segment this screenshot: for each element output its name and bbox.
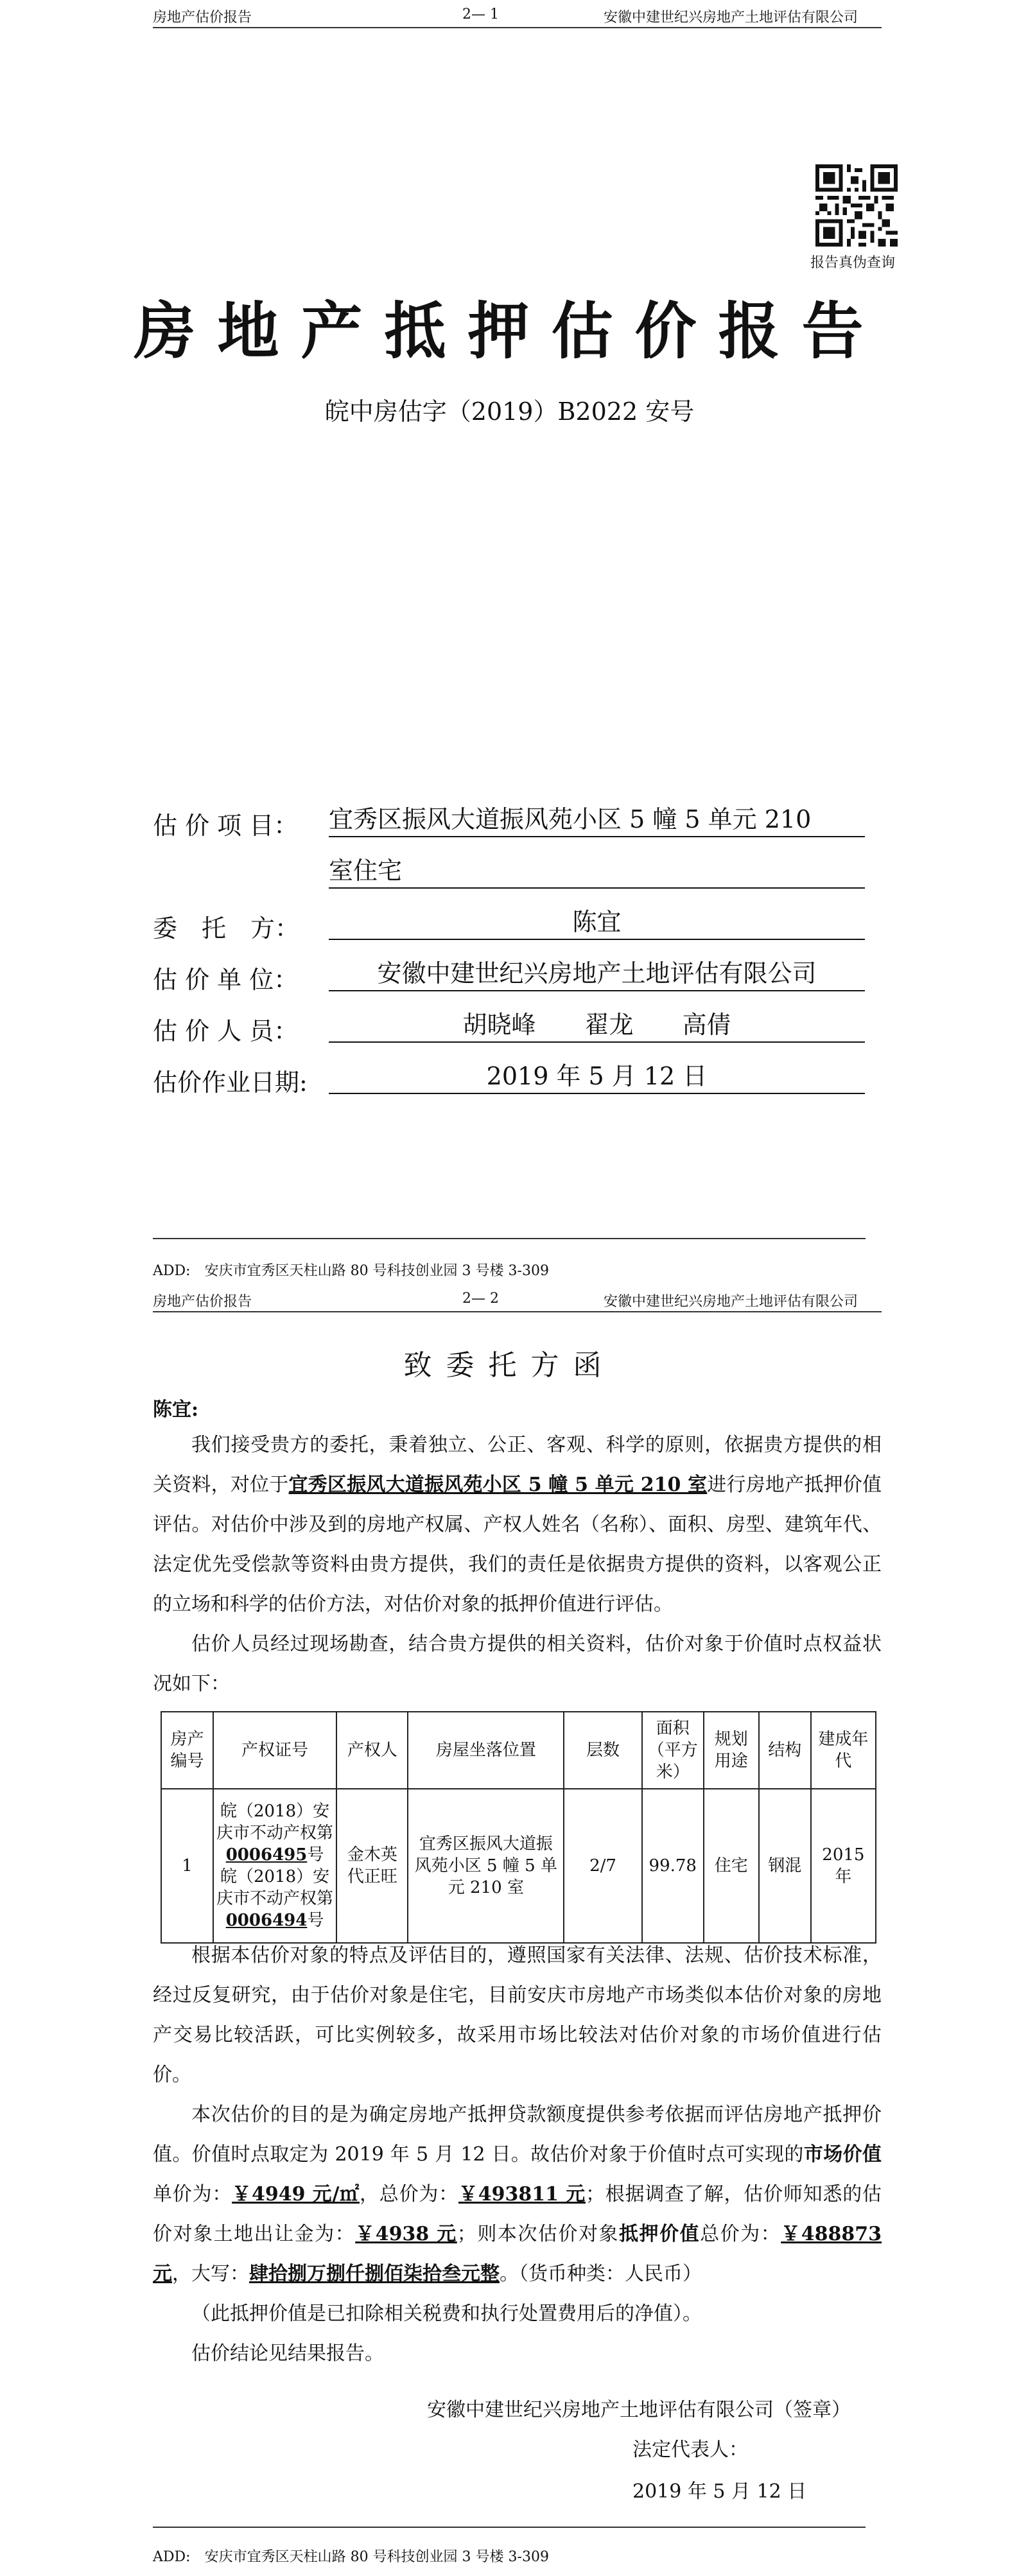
cell-no: 1 bbox=[161, 1789, 213, 1943]
table-row bbox=[161, 1789, 876, 1943]
page1-header-left: 房地产估价报告 bbox=[153, 10, 252, 26]
project-label: 估 价 项 目： bbox=[153, 812, 299, 840]
cell-location: 宜秀区振风大道振风苑小区 5 幢 5 单元 210 室 bbox=[408, 1789, 564, 1943]
page2-footer-rule bbox=[153, 2527, 866, 2528]
signature-company: 安徽中建世纪兴房地产土地评估有限公司（签章） bbox=[427, 2399, 851, 2421]
mortgage-value-uppercase: 肆拾捌万捌仟捌佰柒拾叁元整 bbox=[249, 2263, 500, 2285]
page2-header-page: 2— 2 bbox=[462, 1291, 499, 1307]
qr-code-icon[interactable] bbox=[815, 164, 898, 247]
col-property-no: 房产编号 bbox=[161, 1712, 213, 1789]
work-date-label: 估价作业日期: bbox=[153, 1068, 308, 1097]
paragraph-valuation: 本次估价的目的是为确定房地产抵押贷款额度提供参考依据而评估房地产抵押价值。价值时点取定为 2019 年 5 月 12 日。故估价对象于价值时点可实现的市场价值单价为：￥4949 元/㎡，总价为：￥493811 元；根据调查了解，估价师知悉的估价对象土地出让金为：￥4938 元；则本次估价对象抵押价值总价为：￥488873 元，大写：肆拾捌万捌仟捌佰柒拾叁元整。（货币种类：人民币） bbox=[153, 2103, 882, 2285]
letter-body-bottom bbox=[153, 1936, 882, 2374]
paragraph-conclusion: 估价结论见结果报告。 bbox=[191, 2342, 384, 2365]
col-floors: 层数 bbox=[564, 1712, 641, 1789]
land-grant-fee: ￥4938 元 bbox=[355, 2223, 457, 2245]
cell-owner: 金木英代正旺 bbox=[336, 1789, 408, 1943]
appraisers-label: 估 价 人 员： bbox=[153, 1017, 299, 1045]
paragraph-commission: 我们接受贵方的委托，秉着独立、公正、客观、科学的原则，依据贵方提供的相关资料，对位于宜秀区振风大道振风苑小区 5 幢 5 单元 210 室进行房地产抵押价值评估。对估价中涉及到的房地产权属、产权人姓名（名称）、面积、房型、建筑年代、法定优先受偿款等资料由贵方提供，我们的责任是依据贵方提供的资料，以客观公正的立场和科学的估价方法，对估价对象的抵押价值进行评估。 bbox=[153, 1434, 882, 1615]
paragraph-method: 根据本估价对象的特点及评估目的，遵照国家有关法律、法规、估价技术标准，经过反复研究，由于估价对象是住宅，目前安庆市房地产市场类似本估价对象的房地产交易比较活跃，可比实例较多，故采用市场比较法对估价对象的市场价值进行估价。 bbox=[153, 1944, 882, 2086]
signature-representative: 法定代表人： bbox=[632, 2439, 748, 2461]
page1-header-page: 2— 1 bbox=[462, 6, 499, 22]
page1-header-right: 安徽中建世纪兴房地产土地评估有限公司 bbox=[604, 10, 858, 26]
cell-floors: 2/7 bbox=[564, 1789, 641, 1943]
col-owner: 产权人 bbox=[336, 1712, 408, 1789]
appraisal-unit-value: 安徽中建世纪兴房地产土地评估有限公司 bbox=[329, 957, 865, 991]
unit-price: ￥4949 元/㎡ bbox=[232, 2183, 360, 2206]
col-location: 房屋坐落位置 bbox=[408, 1712, 564, 1789]
client-label: 委 托 方： bbox=[153, 914, 300, 943]
appraisal-unit-label: 估 价 单 位： bbox=[153, 966, 299, 994]
project-value-line1: 宜秀区振风大道振风苑小区 5 幢 5 单元 210 bbox=[329, 803, 865, 837]
page2-address: ADD: 安庆市宜秀区天柱山路 80 号科技创业园 3 号楼 3-309 bbox=[153, 2549, 549, 2565]
report-number: 皖中房估字（2019）B2022 安号 bbox=[324, 397, 695, 426]
col-structure: 结构 bbox=[759, 1712, 811, 1789]
report-title: 房地产抵押估价报告 bbox=[134, 295, 885, 367]
page2-header-rule bbox=[153, 1311, 882, 1312]
page2-header-left: 房地产估价报告 bbox=[153, 1294, 252, 1310]
appraisers-value: 胡晓峰 翟龙 高倩 bbox=[329, 1008, 865, 1043]
property-address: 宜秀区振风大道振风苑小区 5 幢 5 单元 210 室 bbox=[288, 1474, 708, 1496]
cell-year: 2015 年 bbox=[811, 1789, 876, 1943]
cell-area: 99.78 bbox=[642, 1789, 704, 1943]
page1-address: ADD: 安庆市宜秀区天柱山路 80 号科技创业园 3 号楼 3-309 bbox=[153, 1263, 549, 1279]
cell-use: 住宅 bbox=[704, 1789, 759, 1943]
project-value-line2: 室住宅 bbox=[329, 854, 865, 889]
cell-cert: 皖（2018）安庆市不动产权第0006495号 皖（2018）安庆市不动产权第0006494号 bbox=[213, 1789, 336, 1943]
paragraph-net-note: （此抵押价值是已扣除相关税费和执行处置费用后的净值）。 bbox=[191, 2302, 702, 2325]
letter-title: 致委托方函 bbox=[403, 1349, 616, 1382]
col-cert-no: 产权证号 bbox=[213, 1712, 336, 1789]
letter-salutation: 陈宜: bbox=[153, 1398, 199, 1421]
letter-body-top bbox=[153, 1425, 882, 1704]
page2-header-right: 安徽中建世纪兴房地产土地评估有限公司 bbox=[604, 1294, 858, 1310]
col-year: 建成年代 bbox=[811, 1712, 876, 1789]
property-table bbox=[161, 1711, 876, 1944]
col-area: 面积（平方米） bbox=[642, 1712, 704, 1789]
page1-footer-rule bbox=[153, 1238, 866, 1239]
col-use: 规划用途 bbox=[704, 1712, 759, 1789]
client-value: 陈宜 bbox=[329, 905, 865, 940]
page1-header-rule bbox=[153, 27, 882, 28]
work-date-value: 2019 年 5 月 12 日 bbox=[329, 1059, 865, 1094]
cell-structure: 钢混 bbox=[759, 1789, 811, 1943]
mortgage-value: ￥488873 元 bbox=[153, 2223, 882, 2285]
signature-date: 2019 年 5 月 12 日 bbox=[632, 2480, 807, 2503]
paragraph-survey: 估价人员经过现场勘查，结合贵方提供的相关资料，估价对象于价值时点权益状况如下： bbox=[153, 1633, 882, 1695]
total-market-value: ￥493811 元 bbox=[458, 2183, 586, 2206]
qr-caption: 报告真伪查询 bbox=[810, 255, 896, 271]
